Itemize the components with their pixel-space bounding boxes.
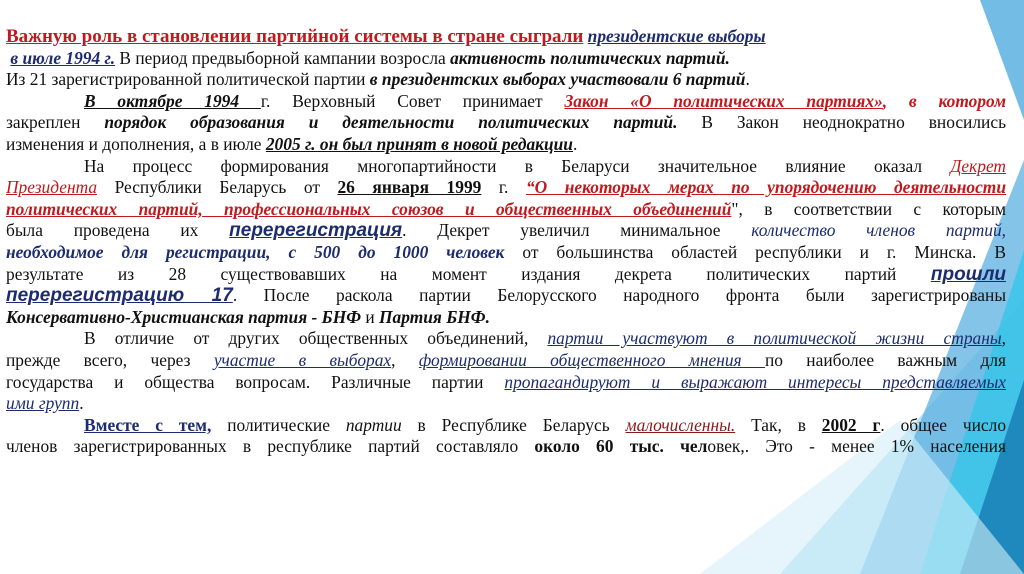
year-2002: 2002 г bbox=[821, 414, 881, 435]
line-17 bbox=[6, 372, 1006, 394]
line-4 bbox=[6, 91, 1006, 113]
activity-parties: активность политических партий. bbox=[450, 47, 730, 68]
text: Так, в bbox=[735, 414, 822, 435]
decree-link: Декрет bbox=[950, 155, 1006, 176]
president-link: Президента bbox=[6, 177, 98, 198]
public-opinion: формировании общественного мнения bbox=[418, 349, 765, 370]
text: овек,. Это - менее 1% населения bbox=[707, 436, 1006, 457]
text: На процесс формирования многопартийности в Беларуси значительное влияние оказал bbox=[84, 155, 951, 176]
line-8 bbox=[6, 177, 1006, 199]
small-in-number: малочисленны. bbox=[625, 414, 736, 435]
passed: прошли bbox=[930, 263, 1006, 285]
text: Республики Беларусь от bbox=[97, 177, 338, 198]
text: в Республике Беларусь bbox=[401, 414, 626, 435]
decree-title-cont: политических партий, профессиональных союзов и общественных объединений bbox=[6, 198, 732, 219]
parties-participate: партии участвуют в политической жизни страны bbox=[547, 328, 1002, 349]
text: закреплен bbox=[6, 112, 105, 133]
decree-title: “О некоторых мерах по упорядочению деятельности bbox=[525, 177, 1006, 198]
parties-word: партии bbox=[345, 414, 402, 435]
reregistration: перерегистрация bbox=[229, 220, 403, 242]
bnf-party: Партия БНФ. bbox=[379, 306, 490, 327]
participation-elections: участие в выборах bbox=[213, 349, 392, 370]
text: государства и общества вопросам. Различные партии bbox=[6, 371, 505, 392]
members-count-cont: необходимое для регистрации, с 500 до 1000 человек bbox=[6, 241, 505, 262]
text: . bbox=[745, 69, 750, 90]
line-2 bbox=[6, 48, 1006, 70]
text: . После раскола партии Белорусского народного фронта были зарегистрированы bbox=[232, 285, 1006, 306]
line-18 bbox=[6, 393, 1006, 415]
line-13 bbox=[6, 285, 1006, 307]
propagate-interests: пропагандируют и выражают интересы представляемых bbox=[504, 371, 1006, 392]
about-60k: около 60 тыс. чел bbox=[534, 436, 708, 457]
text: . Декрет увеличил минимальное bbox=[402, 220, 752, 241]
october-1994: В октябре 1994 bbox=[84, 90, 261, 111]
line-20 bbox=[6, 436, 1006, 458]
new-edition-2005: 2005 г. он был принят в новой редакции bbox=[265, 133, 573, 154]
line-9 bbox=[6, 199, 1006, 221]
text: ", в соответствии с которым bbox=[731, 198, 1006, 219]
conservative-party: Консервативно-Христианская партия - БНФ bbox=[6, 306, 362, 327]
text: В Закон неоднократно вносились bbox=[677, 112, 1006, 133]
line-1 bbox=[6, 26, 1006, 48]
reregistration-17: перерегистрацию 17 bbox=[6, 285, 233, 307]
text: и bbox=[361, 306, 380, 327]
slide-text bbox=[6, 26, 1006, 458]
text: В период предвыборной кампании возросла bbox=[115, 47, 451, 68]
july-1994: в июле 1994 г. bbox=[10, 47, 116, 68]
intro-heading: Важную роль в становлении партийной системы в стране сыграли bbox=[6, 26, 584, 47]
line-7 bbox=[6, 156, 1006, 178]
text: г. bbox=[481, 177, 526, 198]
presidential-elections: президентские выборы bbox=[587, 26, 766, 46]
text: , bbox=[1001, 328, 1006, 349]
text: членов зарегистрированных в республике партий составляло bbox=[6, 436, 535, 457]
text: . общее число bbox=[880, 414, 1006, 435]
groups: ими групп bbox=[6, 393, 80, 414]
line-5 bbox=[6, 112, 1006, 134]
line-3 bbox=[6, 69, 1006, 91]
line-15 bbox=[6, 328, 1006, 350]
line-19 bbox=[6, 415, 1006, 437]
text: политические bbox=[211, 414, 346, 435]
text: , bbox=[391, 349, 419, 370]
text: изменения и дополнения, а в июле bbox=[6, 133, 266, 154]
text: от большинства областей республики и г. Минска. В bbox=[504, 241, 1006, 262]
text: Из 21 зарегистрированной политической партии bbox=[6, 69, 370, 90]
line-10 bbox=[6, 220, 1006, 242]
line-16 bbox=[6, 350, 1006, 372]
text: результате из 28 существовавших на момент издания декрета политических партий bbox=[6, 263, 931, 284]
text: г. Верховный Совет принимает bbox=[260, 90, 565, 111]
however: Вместе с тем, bbox=[84, 414, 212, 435]
text: была проведена их bbox=[6, 220, 230, 241]
line-11 bbox=[6, 242, 1006, 264]
line-12 bbox=[6, 264, 1006, 286]
text: по наиболее важным для bbox=[764, 349, 1006, 370]
text: . bbox=[79, 393, 84, 414]
line-6 bbox=[6, 134, 1006, 156]
six-parties: в президентских выборах участвовали 6 партий bbox=[369, 69, 746, 90]
law-link: Закон «О политических партиях» bbox=[564, 90, 883, 111]
text: прежде всего, через bbox=[6, 349, 214, 370]
text: , в котором bbox=[882, 90, 1006, 111]
members-count: количество членов партий, bbox=[751, 220, 1006, 241]
formation-order: порядок образования и деятельности политических партий. bbox=[104, 112, 678, 133]
decree-date: 26 января 1999 bbox=[337, 177, 482, 198]
text: . bbox=[572, 133, 578, 154]
text: В отличие от других общественных объединений, bbox=[84, 328, 548, 349]
line-14 bbox=[6, 307, 1006, 329]
